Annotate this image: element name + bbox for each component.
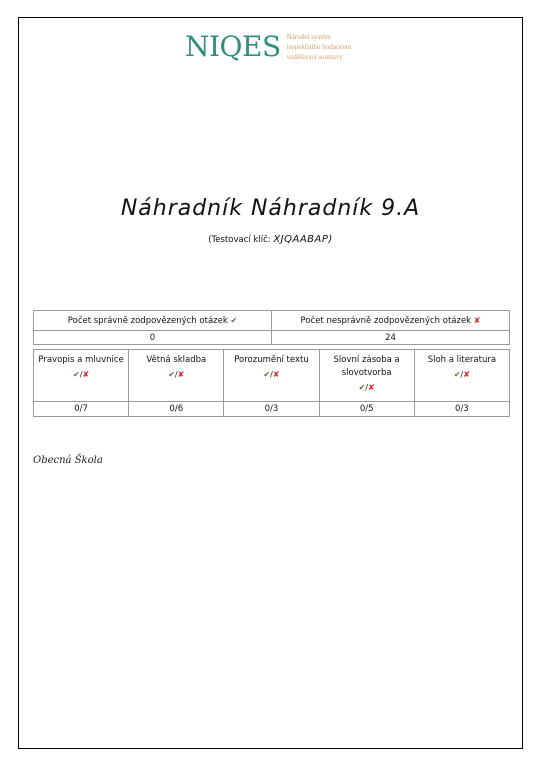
check-icon: ✔ bbox=[453, 370, 461, 379]
check-icon: ✔ bbox=[73, 370, 80, 379]
slash-separator: / bbox=[460, 370, 464, 379]
category-name: Slovní zásoba a slovotvorba bbox=[333, 355, 400, 378]
category-header-cell bbox=[414, 350, 509, 402]
slash-separator: / bbox=[174, 370, 178, 379]
check-icon: ✔ bbox=[168, 370, 175, 379]
niqes-logo bbox=[185, 30, 351, 64]
student-title: Náhradník Náhradník 9.A bbox=[120, 196, 421, 221]
cross-icon: ✘ bbox=[272, 370, 280, 379]
category-score-cell: 0/6 bbox=[129, 402, 224, 417]
check-icon: ✔ bbox=[358, 383, 366, 392]
slash-separator: / bbox=[365, 383, 368, 392]
category-header-cell bbox=[129, 350, 224, 402]
score-symbols bbox=[224, 369, 318, 381]
wrong-header-label: Počet nesprávně zodpovězených otázek bbox=[300, 315, 472, 326]
category-name: Porozumění textu bbox=[234, 355, 309, 365]
category-header-cell bbox=[224, 350, 319, 402]
cross-icon: ✘ bbox=[82, 370, 90, 379]
wrong-header-cell bbox=[272, 311, 510, 331]
report-page bbox=[18, 17, 523, 749]
cross-icon: ✘ bbox=[368, 383, 375, 392]
correct-header-cell bbox=[34, 311, 272, 331]
cross-icon: ✘ bbox=[177, 370, 185, 379]
score-symbols bbox=[129, 369, 223, 381]
correct-value-cell: 0 bbox=[34, 331, 272, 345]
score-symbols bbox=[320, 382, 414, 394]
category-name: Sloh a literatura bbox=[427, 355, 497, 365]
logo-subtitle-line-3: vzdělávací soustavy bbox=[286, 53, 343, 61]
category-name: Větná skladba bbox=[146, 355, 207, 365]
category-score-cell: 0/7 bbox=[34, 402, 129, 417]
test-key-label: (Testovací klíč: bbox=[208, 235, 271, 245]
category-score-cell: 0/5 bbox=[319, 402, 414, 417]
category-score-cell: 0/3 bbox=[414, 402, 509, 417]
test-key-value: XJQAABAP) bbox=[273, 234, 333, 245]
logo-subtitle bbox=[287, 32, 352, 62]
logo-subtitle-line-1: Národní systém bbox=[286, 33, 331, 41]
wrong-value-cell: 24 bbox=[272, 331, 510, 345]
check-icon: ✔ bbox=[230, 315, 238, 325]
category-table bbox=[33, 349, 510, 417]
score-symbols bbox=[34, 369, 128, 381]
category-score-cell: 0/3 bbox=[224, 402, 319, 417]
correct-header-label: Počet správně zodpovězených otázek bbox=[67, 315, 228, 326]
logo-subtitle-line-2: inspekčního hodnocení bbox=[286, 43, 352, 51]
cross-icon: ✘ bbox=[463, 370, 470, 379]
score-symbols bbox=[415, 369, 509, 381]
cross-icon: ✘ bbox=[473, 315, 481, 325]
category-header-cell bbox=[319, 350, 414, 402]
school-name: Obecná Škola bbox=[33, 455, 103, 466]
test-key bbox=[19, 234, 522, 245]
category-header-cell bbox=[34, 350, 129, 402]
check-icon: ✔ bbox=[263, 370, 271, 379]
slash-separator: / bbox=[79, 370, 83, 379]
logo-wordmark: NIQES bbox=[185, 30, 281, 63]
category-name: Pravopis a mluvnice bbox=[38, 355, 124, 365]
summary-table bbox=[33, 310, 510, 345]
slash-separator: / bbox=[270, 370, 273, 379]
